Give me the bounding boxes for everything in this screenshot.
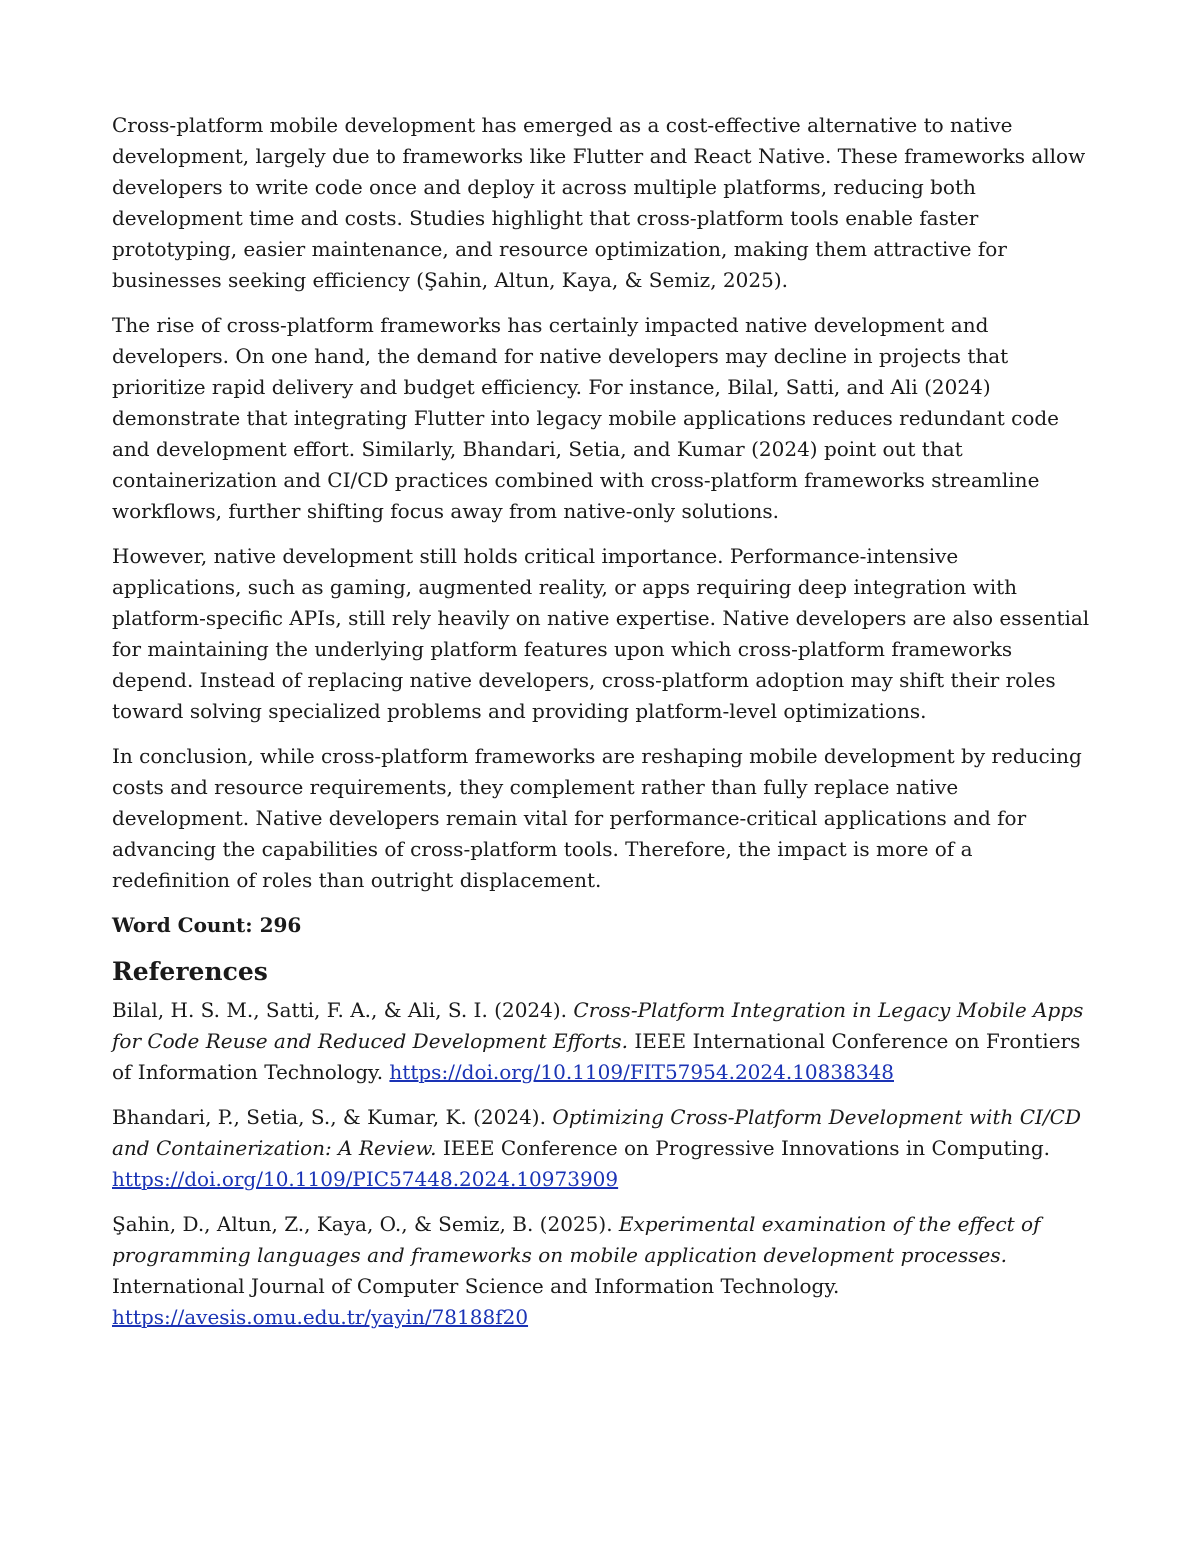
reference-authors: Şahin, D., Altun, Z., Kaya, O., & Semiz, B. (2025). — [112, 1212, 613, 1236]
reference-title: Cross-Platform Integration in Legacy Mobile Apps for Code Reuse and Reduced Development Efforts. — [112, 998, 1084, 1053]
reference-entry — [112, 1102, 1090, 1195]
reference-authors: Bilal, H. S. M., Satti, F. A., & Ali, S. I. (2024). — [112, 998, 568, 1022]
body-paragraph-1: Cross-platform mobile development has emerged as a cost-effective alternative to native development, largely due to frameworks like Flutter and React Native. These frameworks allow developers to write code once and deploy it across multiple platforms, reducing both development time and costs. Studies highlight that cross-platform tools enable faster prototyping, easier maintenance, and resource optimization, making them attractive for businesses seeking efficiency (Şahin, Altun, Kaya, & Semiz, 2025). — [112, 113, 1086, 292]
reference-entry — [112, 1209, 1090, 1333]
reference-link[interactable]: https://doi.org/10.1109/FIT57954.2024.10838348 — [389, 1060, 894, 1084]
word-count: Word Count: 296 — [112, 913, 302, 937]
reference-venue: IEEE Conference on Progressive Innovations in Computing. — [442, 1136, 1050, 1160]
reference-link[interactable]: https://doi.org/10.1109/PIC57448.2024.10973909 — [112, 1167, 619, 1191]
reference-link[interactable]: https://avesis.omu.edu.tr/yayin/78188f20 — [112, 1305, 529, 1329]
reference-authors: Bhandari, P., Setia, S., & Kumar, K. (2024). — [112, 1105, 546, 1129]
body-paragraph-2: The rise of cross-platform frameworks has certainly impacted native development and developers. On one hand, the demand for native developers may decline in projects that prioritize rapid delivery and budget efficiency. For instance, Bilal, Satti, and Ali (2024) demonstrate that integrating Flutter into legacy mobile applications reduces redundant code and development effort. Similarly, Bhandari, Setia, and Kumar (2024) point out that containerization and CI/CD practices combined with cross-platform frameworks streamline workflows, further shifting focus away from native-only solutions. — [112, 313, 1060, 523]
reference-entry — [112, 995, 1090, 1088]
body-paragraph-3: However, native development still holds critical importance. Performance-intensive applications, such as gaming, augmented reality, or apps requiring deep integration with platform-specific APIs, still rely heavily on native expertise. Native developers are also essential for maintaining the underlying platform features upon which cross-platform frameworks depend. Instead of replacing native developers, cross-platform adoption may shift their roles toward solving specialized problems and providing platform-level optimizations. — [112, 544, 1090, 723]
references-heading: References — [112, 957, 268, 986]
body-paragraph-4: In conclusion, while cross-platform frameworks are reshaping mobile development by reducing costs and resource requirements, they complement rather than fully replace native development. Native developers remain vital for performance-critical applications and for advancing the capabilities of cross-platform tools. Therefore, the impact is more of a redefinition of roles than outright displacement. — [112, 744, 1082, 892]
reference-venue: International Journal of Computer Science and Information Technology. — [112, 1274, 840, 1298]
reference-title: Optimizing Cross-Platform Development with CI/CD and Containerization: A Review. — [112, 1105, 1082, 1160]
reference-venue: IEEE International Conference on Frontiers of Information Technology. — [112, 1029, 1081, 1084]
reference-title: Experimental examination of the effect of programming languages and frameworks on mobile application development processes. — [112, 1212, 1041, 1267]
document-page — [112, 110, 1090, 1347]
